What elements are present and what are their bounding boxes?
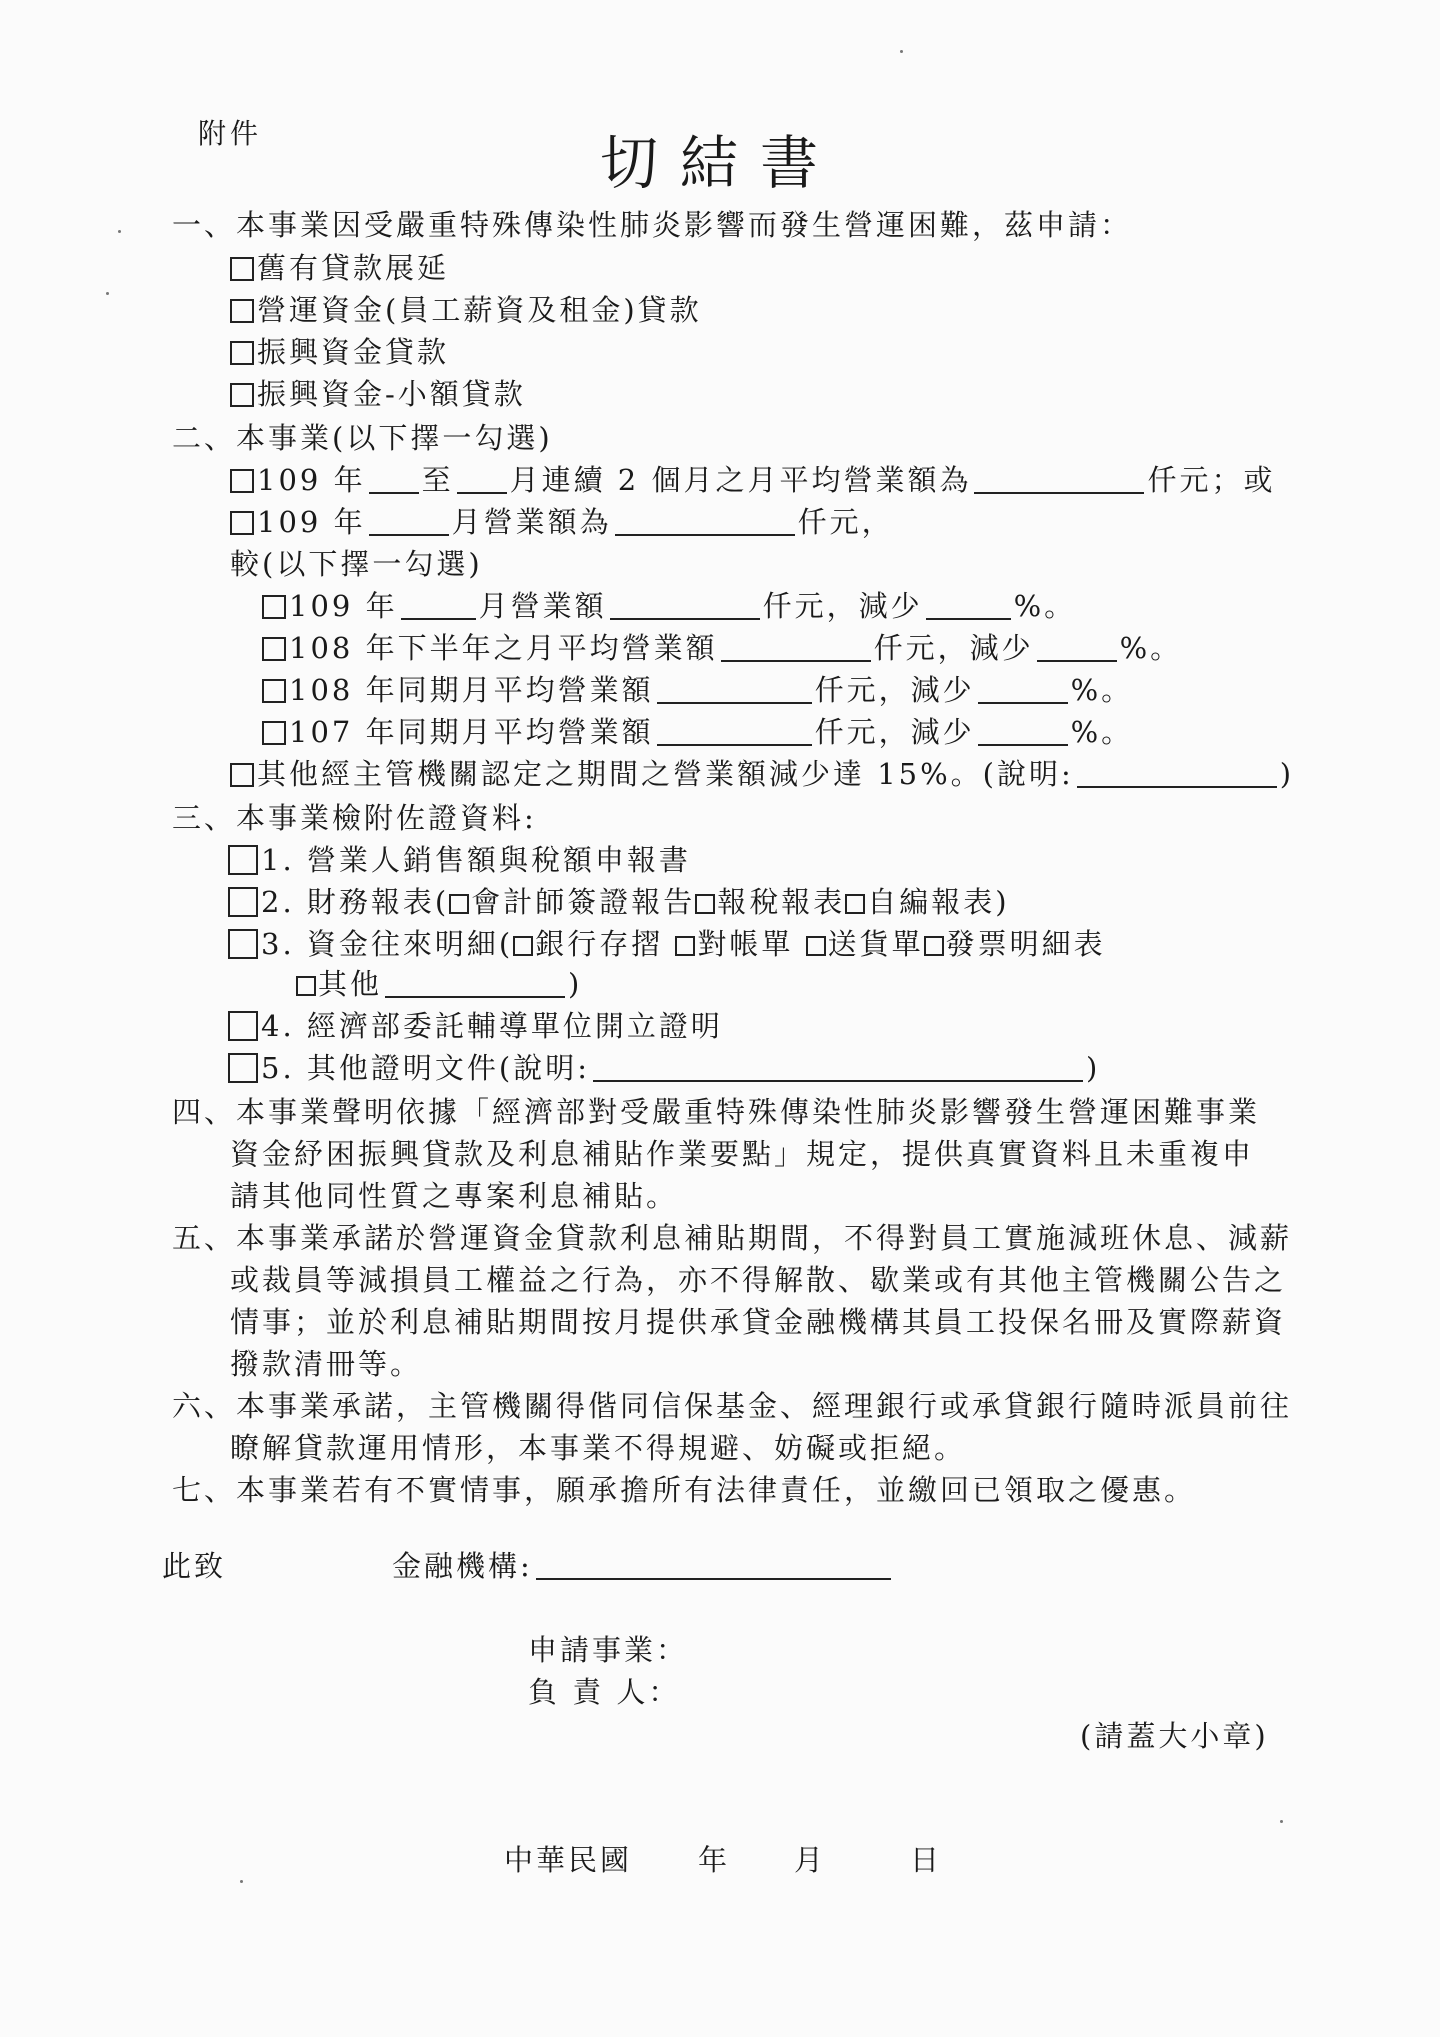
- scan-speck: [118, 230, 121, 233]
- blank-field[interactable]: [926, 592, 1011, 620]
- section-4-line-3: 請其他同性質之專案利息補貼。: [230, 1179, 679, 1213]
- blank-field[interactable]: [615, 508, 795, 536]
- blank-field[interactable]: [1037, 634, 1117, 662]
- blank-field[interactable]: [385, 970, 565, 998]
- option-micro-loan[interactable]: 振興資金-小額貸款: [230, 374, 526, 414]
- checkbox[interactable]: [230, 469, 254, 493]
- attachment-label: 附件: [198, 117, 263, 150]
- blank-field[interactable]: [657, 718, 812, 746]
- checkbox[interactable]: [924, 936, 944, 956]
- section-5-line-4: 撥款清冊等。: [230, 1347, 423, 1381]
- section-2-heading: 二、本事業(以下擇一勾選): [172, 421, 553, 455]
- checkbox[interactable]: [230, 299, 254, 323]
- blank-field[interactable]: [610, 592, 760, 620]
- checkbox[interactable]: [228, 887, 258, 917]
- checkbox[interactable]: [228, 1011, 258, 1041]
- scan-speck: [240, 1880, 243, 1883]
- document-title: 切結書: [600, 129, 841, 197]
- other-period-row: 其他經主管機關認定之期間之營業額減少達 15%。(說明: ): [230, 754, 1294, 794]
- date-day: 日: [910, 1843, 943, 1877]
- section-5-line-3: 情事；並於利息補貼期間按月提供承貸金融機構其員工投保名冊及實際薪資: [230, 1305, 1287, 1339]
- compare-108-same-row: 108 年同期月平均營業額 仟元，減少 %。: [262, 670, 1133, 710]
- checkbox[interactable]: [262, 637, 286, 661]
- blank-field[interactable]: [721, 634, 871, 662]
- checkbox[interactable]: [675, 936, 695, 956]
- seal-note: (請蓋大小章): [1080, 1719, 1269, 1753]
- blank-field[interactable]: [401, 592, 476, 620]
- date-month: 月: [794, 1843, 827, 1877]
- doc-item-5: 5. 其他證明文件(說明: ): [228, 1048, 1100, 1088]
- revenue-two-month-row: 109 年 至 月連續 2 個月之月平均營業額為 仟元；或: [230, 460, 1276, 500]
- blank-field[interactable]: [1077, 760, 1277, 788]
- checkbox[interactable]: [230, 763, 254, 787]
- checkbox[interactable]: [230, 341, 254, 365]
- compare-109-row: 109 年 月營業額 仟元，減少 %。: [262, 586, 1076, 626]
- section-6-line-2: 瞭解貸款運用情形，本事業不得規避、妨礙或拒絕。: [230, 1431, 967, 1465]
- checkbox[interactable]: [296, 976, 316, 996]
- checkbox[interactable]: [228, 929, 258, 959]
- checkbox[interactable]: [806, 936, 826, 956]
- applicant-label: 申請事業：: [528, 1633, 689, 1667]
- section-5-line-1: 五、本事業承諾於營運資金貸款利息補貼期間，不得對員工實施減班休息、減薪: [172, 1221, 1293, 1255]
- scan-speck: [106, 292, 109, 295]
- checkbox[interactable]: [695, 894, 715, 914]
- revenue-month-row: 109 年 月營業額為 仟元，: [230, 502, 894, 542]
- section-5-line-2: 或裁員等減損員工權益之行為，亦不得解散、歇業或有其他主管機關公告之: [230, 1263, 1287, 1297]
- blank-field[interactable]: [978, 676, 1068, 704]
- section-7-line: 七、本事業若有不實情事，願承擔所有法律責任，並繳回已領取之優惠。: [172, 1473, 1197, 1507]
- section-4-line-2: 資金紓困振興貸款及利息補貼作業要點」規定，提供真實資料且未重複申: [230, 1137, 1255, 1171]
- checkbox[interactable]: [230, 511, 254, 535]
- blank-field[interactable]: [369, 466, 419, 494]
- doc-item-3: 3. 資金往來明細( 銀行存摺 對帳單 送貨單 發票明細表: [228, 924, 1106, 964]
- section-3-heading: 三、本事業檢附佐證資料:: [172, 801, 537, 835]
- checkbox[interactable]: [449, 894, 469, 914]
- doc-item-4: 4. 經濟部委託輔導單位開立證明: [228, 1006, 723, 1046]
- scan-speck: [1280, 1820, 1283, 1823]
- date-year: 年: [698, 1843, 731, 1877]
- section-4-line-1: 四、本事業聲明依據「經濟部對受嚴重特殊傳染性肺炎影響發生營運困難事業: [172, 1095, 1261, 1129]
- institution-field[interactable]: [536, 1552, 891, 1580]
- checkbox[interactable]: [262, 721, 286, 745]
- option-operating-funds[interactable]: 營運資金(員工薪資及租金)貸款: [230, 290, 702, 330]
- section-6-line-1: 六、本事業承諾，主管機關得偕同信保基金、經理銀行或承貸銀行隨時派員前往: [172, 1389, 1293, 1423]
- compare-107-same-row: 107 年同期月平均營業額 仟元，減少 %。: [262, 712, 1133, 752]
- owner-label: 負 責 人：: [528, 1675, 681, 1709]
- checkbox[interactable]: [513, 936, 533, 956]
- checkbox[interactable]: [845, 894, 865, 914]
- institution-row: 金融機構:: [392, 1546, 894, 1586]
- blank-field[interactable]: [974, 466, 1144, 494]
- compare-108-h2-row: 108 年下半年之月平均營業額 仟元，減少 %。: [262, 628, 1182, 668]
- checkbox[interactable]: [230, 257, 254, 281]
- date-era: 中華民國: [504, 1843, 633, 1877]
- blank-field[interactable]: [457, 466, 507, 494]
- checkbox[interactable]: [262, 595, 286, 619]
- checkbox[interactable]: [228, 1053, 258, 1083]
- blank-field[interactable]: [978, 718, 1068, 746]
- section-1-heading: 一、本事業因受嚴重特殊傳染性肺炎影響而發生營運困難，茲申請：: [172, 208, 1133, 242]
- compare-heading: 較(以下擇一勾選): [230, 547, 483, 581]
- doc-item-1: 1. 營業人銷售額與稅額申報書: [228, 840, 691, 880]
- doc-item-2: 2. 財務報表( 會計師簽證報告 報稅報表 自編報表): [228, 882, 1010, 922]
- scan-speck: [900, 50, 903, 53]
- checkbox[interactable]: [228, 845, 258, 875]
- closing-to: 此致: [162, 1549, 227, 1583]
- blank-field[interactable]: [369, 508, 449, 536]
- checkbox[interactable]: [262, 679, 286, 703]
- blank-field[interactable]: [657, 676, 812, 704]
- doc-item-3-other: 其他 ): [296, 964, 582, 1004]
- option-revitalization-loan[interactable]: 振興資金貸款: [230, 332, 449, 372]
- option-loan-extension[interactable]: 舊有貸款展延: [230, 248, 449, 288]
- blank-field[interactable]: [593, 1054, 1083, 1082]
- checkbox[interactable]: [230, 383, 254, 407]
